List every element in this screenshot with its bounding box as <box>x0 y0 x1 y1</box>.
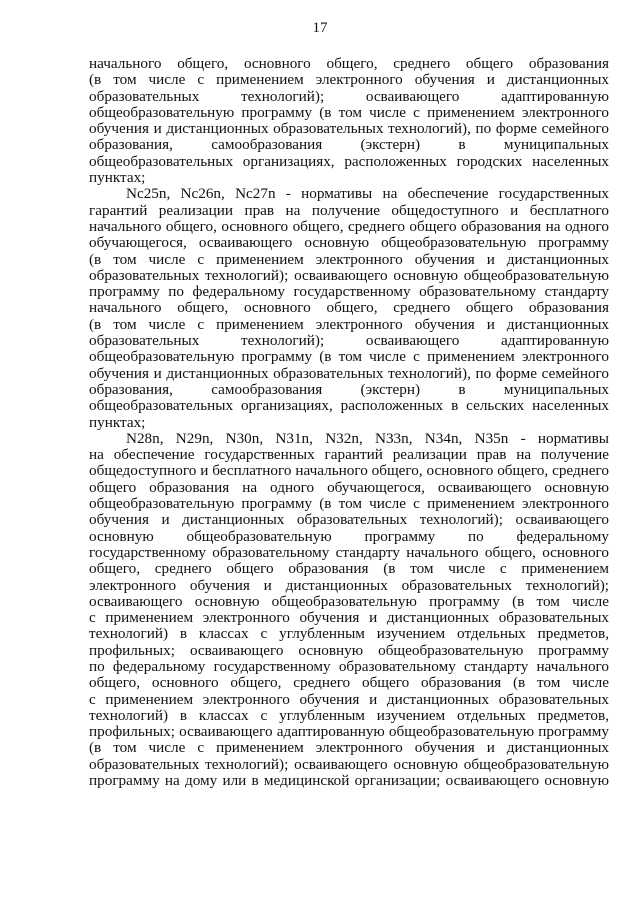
text-line: обучающегося, осваивающего основную общеобразовательную программу <box>89 235 609 252</box>
text-line: образовательных технологий); осваивающего адаптированную <box>89 333 609 350</box>
text-line: образовательных технологий); осваивающего основную общеобразовательную <box>89 756 609 773</box>
text-line: программу по федеральному государственному образовательному стандарту <box>89 284 609 301</box>
text-line: общеобразовательную программу (в том числе с применением электронного <box>89 349 609 366</box>
text-line: начального общего, основного общего, среднего общего образования на одного <box>89 218 609 235</box>
paragraph-1 <box>89 56 609 186</box>
page-number: 17 <box>312 20 328 36</box>
text-line: профильных; осваивающего адаптированную общеобразовательную программу <box>89 724 609 741</box>
text-line: общеобразовательных организациях, расположенных в сельских населенных <box>89 398 609 415</box>
text-line: гарантий реализации прав на получение общедоступного и бесплатного <box>89 202 609 219</box>
text-line: по федеральному государственному образовательному стандарту начального <box>89 658 609 675</box>
text-line: общего, основного общего, среднего общего образования (в том числе <box>89 675 609 692</box>
text-line: общеобразовательную программу (в том числе с применением электронного <box>89 104 609 121</box>
text-line: на обеспечение государственных гарантий реализации прав на получение <box>89 447 609 464</box>
text-line: государственному образовательному стандарту начального общего, основного <box>89 544 609 561</box>
text-line: основную общеобразовательную программу по федеральному <box>89 528 609 545</box>
document-body <box>89 56 609 789</box>
text-line: образовательных технологий); осваивающего адаптированную <box>89 88 609 105</box>
text-line: (в том числе с применением электронного обучения и дистанционных <box>89 316 609 333</box>
text-line: общеобразовательных организациях, расположенных городских населенных <box>89 153 609 170</box>
text-line: осваивающего основную общеобразовательную программу (в том числе <box>89 593 609 610</box>
text-line: начального общего, основного общего, среднего общего образования <box>89 56 609 72</box>
text-line: образовательных технологий); осваивающего основную общеобразовательную <box>89 267 609 284</box>
text-line: общедоступного и бесплатного начального общего, основного общего, среднего <box>89 463 609 480</box>
text-line: общего образования на одного обучающегося, осваивающего основную <box>89 479 609 496</box>
text-line: обучения и дистанционных образовательных технологий); осваивающего <box>89 512 609 529</box>
text-line: общего, среднего общего образования (в том числе с применением <box>89 561 609 578</box>
text-line: N28n, N29n, N30n, N31n, N32n, N33n, N34n, N35n - нормативы <box>126 430 609 447</box>
text-line: образования, самообразования (экстерн) в муниципальных <box>89 381 609 398</box>
text-line: пунктах; <box>89 414 146 431</box>
text-line: электронного обучения и дистанционных образовательных технологий); <box>89 577 609 594</box>
text-line: общеобразовательную программу (в том числе с применением электронного <box>89 496 609 513</box>
text-line: с применением электронного обучения и дистанционных образовательных <box>89 610 609 627</box>
text-line: (в том числе с применением электронного обучения и дистанционных <box>89 740 609 757</box>
paragraph-2 <box>89 186 609 430</box>
text-line: (в том числе с применением электронного обучения и дистанционных <box>89 251 609 268</box>
text-line: Nc25n, Nc26n, Nc27n - нормативы на обеспечение государственных <box>126 186 609 203</box>
text-line: с применением электронного обучения и дистанционных образовательных <box>89 691 609 708</box>
text-line: образования, самообразования (экстерн) в муниципальных <box>89 137 609 154</box>
text-line: начального общего, основного общего, среднего общего образования <box>89 300 609 317</box>
text-line: технологий) в классах с углубленным изучением отдельных предметов, <box>89 707 609 724</box>
text-line: пунктах; <box>89 170 146 187</box>
text-line: программу на дому или в медицинской организации; осваивающего основную <box>89 773 609 790</box>
text-line: профильных; осваивающего основную общеобразовательную программу <box>89 642 609 659</box>
text-line: (в том числе с применением электронного обучения и дистанционных <box>89 72 609 89</box>
text-line: обучения и дистанционных образовательных технологий), по форме семейного <box>89 121 609 138</box>
text-line: технологий) в классах с углубленным изучением отдельных предметов, <box>89 626 609 643</box>
text-line: обучения и дистанционных образовательных технологий), по форме семейного <box>89 365 609 382</box>
paragraph-3 <box>89 431 609 790</box>
